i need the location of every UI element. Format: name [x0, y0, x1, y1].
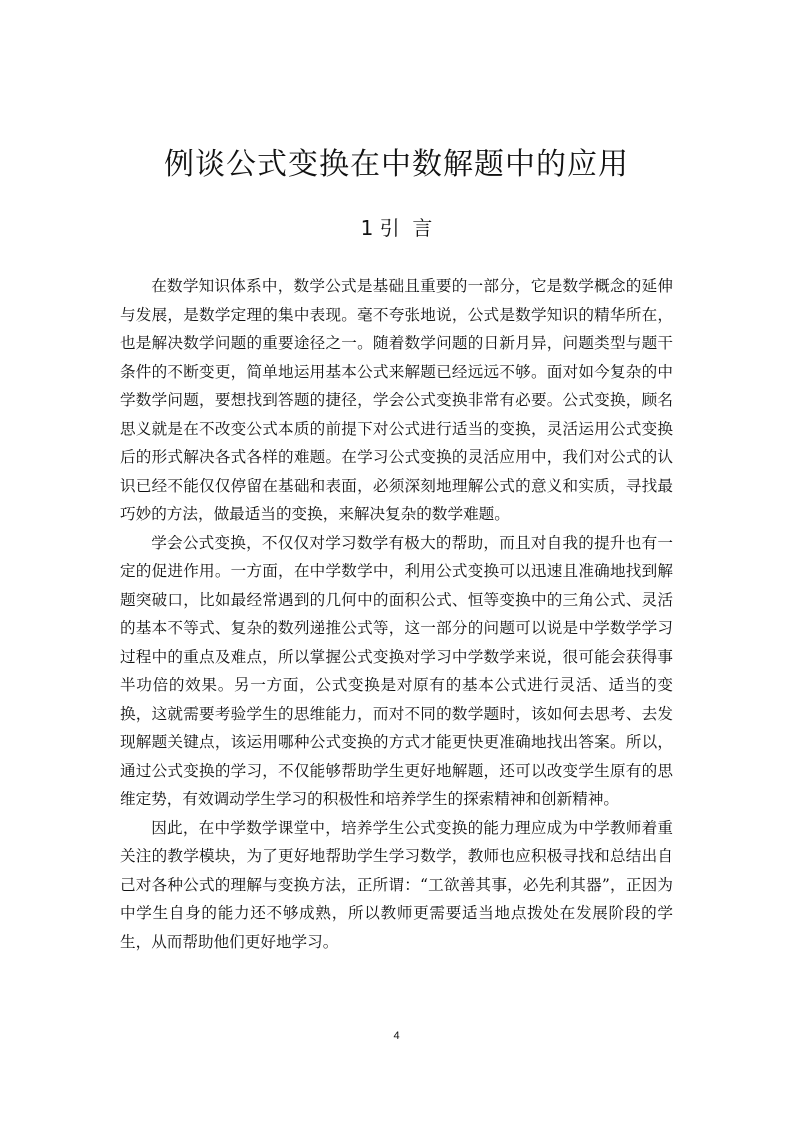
- paragraph-3: 因此，在中学数学课堂中，培养学生公式变换的能力理应成为中学教师着重关注的教学模块，为了更好地帮助学生学习数学，教师也应积极寻找和总结出自己对各种公式的理解与变换方法，正所谓：“工欲善其事，必先利其器”，正因为中学生自身的能力还不够成熟，所以教师更需要适当地点拨处在发展阶段的学生，从而帮助他们更好地学习。: [120, 818, 673, 951]
- body-text: [120, 272, 673, 956]
- paragraph-1: 在数学知识体系中，数学公式是基础且重要的一部分，它是数学概念的延伸与发展，是数学定理的集中表现。毫不夸张地说，公式是数学知识的精华所在，也是解决数学问题的重要途径之一。随着数学问题的日新月异，问题类型与题干条件的不断变更，简单地运用基本公式来解题已经远远不够。面对如今复杂的中学数学问题，要想找到答题的捷径，学会公式变换非常有必要。公式变换，顾名思义就是在不改变公式本质的前提下对公式进行适当的变换，灵活运用公式变换后的形式解决各式各样的难题。在学习公式变换的灵活应用中，我们对公式的认识已经不能仅仅停留在基础和表面，必须深刻地理解公式的意义和实质，寻找最巧妙的方法，做最适当的变换，来解决复杂的数学难题。: [120, 277, 673, 523]
- paragraph-2: 学会公式变换，不仅仅对学习数学有极大的帮助，而且对自我的提升也有一定的促进作用。一方面，在中学数学中，利用公式变换可以迅速且准确地找到解题突破口，比如最经常遇到的几何中的面积公式、恒等变换中的三角公式、灵活的基本不等式、复杂的数列递推公式等，这一部分的问题可以说是中学数学学习过程中的重点及难点，所以掌握公式变换对学习中学数学来说，很可能会获得事半功倍的效果。另一方面，公式变换是对原有的基本公式进行灵活、适当的变换，这就需要考验学生的思维能力，而对不同的数学题时，该如何去思考、去发现解题关键点，该运用哪种公式变换的方式才能更快更准确地找出答案。所以，通过公式变换的学习，不仅能够帮助学生更好地解题，还可以改变学生原有的思维定势，有效调动学生学习的积极性和培养学生的探索精神和创新精神。: [120, 533, 673, 808]
- section-heading: 1 引 言: [360, 216, 433, 240]
- document-title: 例谈公式变换在中数解题中的应用: [164, 147, 629, 182]
- page-number: 4: [393, 1030, 400, 1042]
